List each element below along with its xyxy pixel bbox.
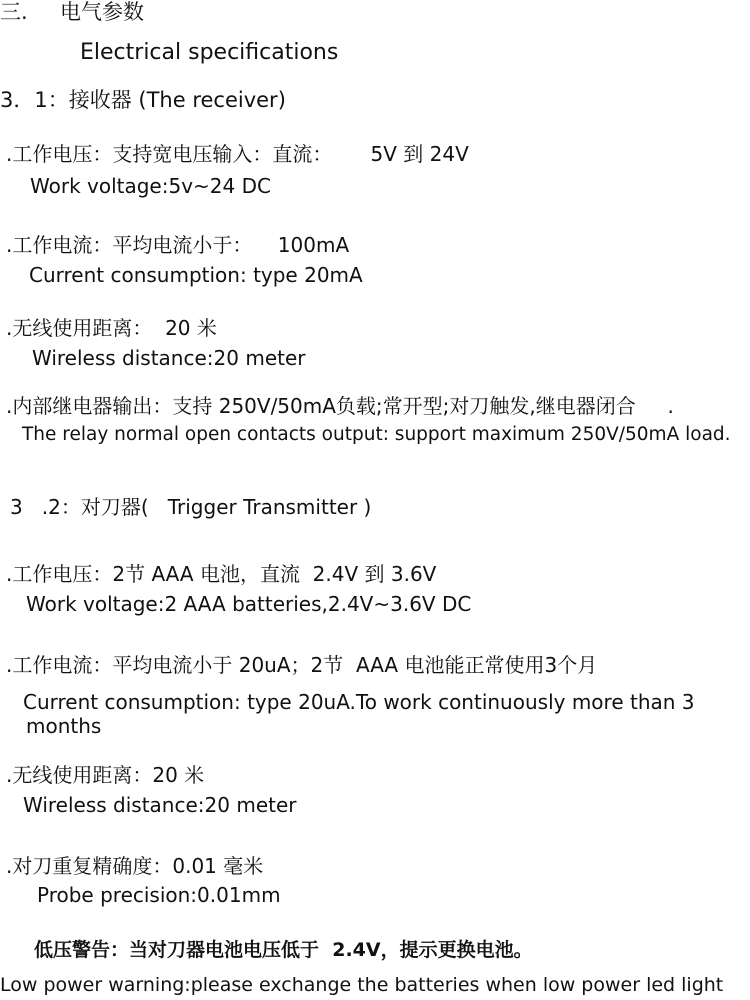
receiver-current-en: Current consumption: type 20mA xyxy=(29,263,363,287)
warning-en: Low power warning:please exchange the batteries when low power led light xyxy=(0,974,724,996)
receiver-relay-en: The relay normal open contacts output: support maximum 250V/50mA load. xyxy=(22,424,731,445)
transmitter-current-en: Current consumption: type 20uA.To work continuously more than 3 xyxy=(23,690,695,714)
warning-zh: 低压警告：当对刀器电池电压低于 2.4V，提示更换电池。 xyxy=(34,939,533,961)
transmitter-heading: 3 .2：对刀器( Trigger Transmitter ) xyxy=(10,495,372,519)
transmitter-voltage-en: Work voltage:2 AAA batteries,2.4V~3.6V DC xyxy=(26,592,472,616)
receiver-heading: 3．1：接收器 (The receiver) xyxy=(0,88,286,112)
transmitter-voltage-zh: .工作电压：2节 AAA 电池，直流 2.4V 到 3.6V xyxy=(6,562,437,586)
receiver-voltage-en: Work voltage:5v~24 DC xyxy=(30,174,271,198)
section-number: 三. xyxy=(0,0,28,24)
section-title-en: Electrical specifications xyxy=(80,40,339,65)
receiver-distance-zh: .无线使用距离： 20 米 xyxy=(6,316,217,340)
receiver-relay-zh: .内部继电器输出：支持 250V/50mA负载;常开型;对刀触发,继电器闭合 . xyxy=(6,394,674,418)
transmitter-distance-zh: .无线使用距离：20 米 xyxy=(6,763,205,787)
transmitter-precision-zh: .对刀重复精确度：0.01 毫米 xyxy=(6,854,264,878)
section-title-zh: 电气参数 xyxy=(60,0,144,24)
receiver-distance-en: Wireless distance:20 meter xyxy=(32,346,306,370)
transmitter-precision-en: Probe precision:0.01mm xyxy=(37,883,281,907)
transmitter-current-en-cont: months xyxy=(26,714,102,738)
transmitter-current-zh: .工作电流：平均电流小于 20uA；2节 AAA 电池能正常使用3个月 xyxy=(6,653,598,677)
receiver-voltage-zh: .工作电压：支持宽电压输入：直流： 5V 到 24V xyxy=(6,142,469,166)
transmitter-distance-en: Wireless distance:20 meter xyxy=(23,793,297,817)
receiver-current-zh: .工作电流：平均电流小于： 100mA xyxy=(6,233,350,257)
